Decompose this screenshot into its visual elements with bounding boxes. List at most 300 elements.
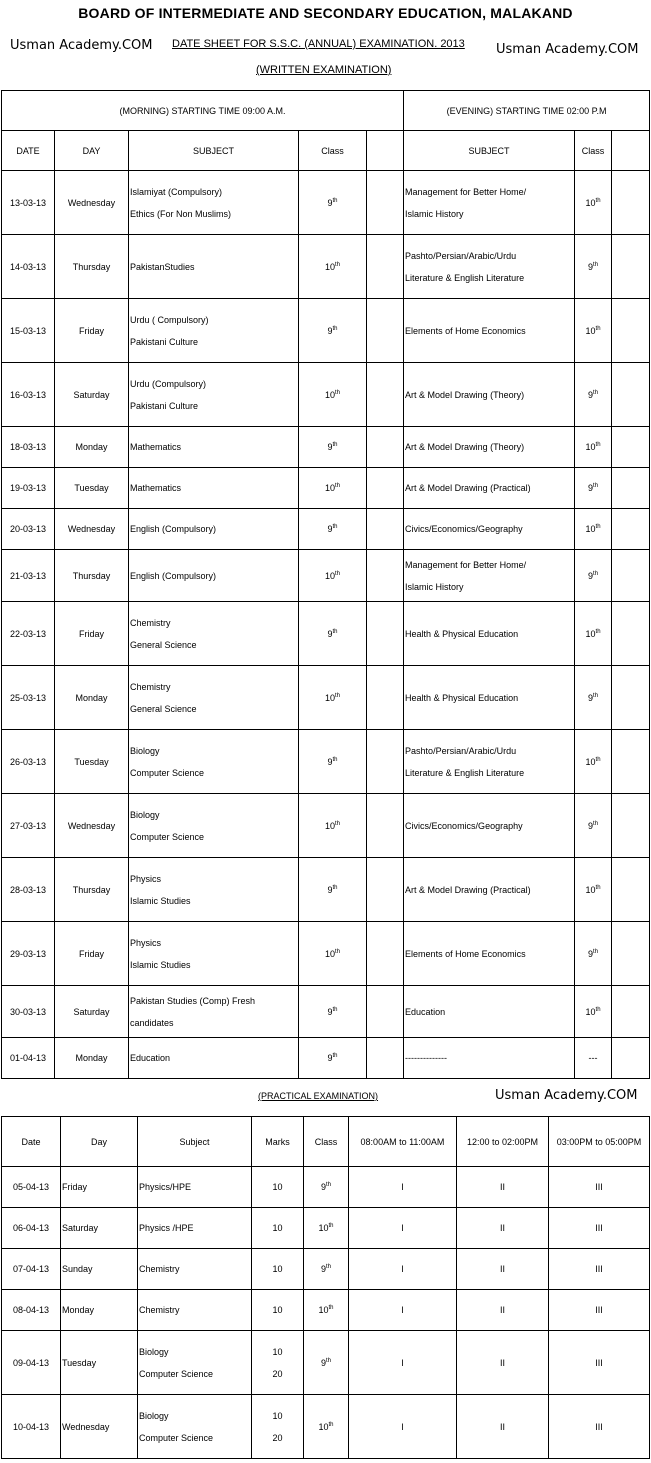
row-morning-subject [129,602,299,666]
morning-class-value: 9 [327,628,333,639]
p-row-subject [138,1208,252,1249]
p-row-slot3: III [549,1395,650,1459]
written-row [2,427,650,468]
evening-class-suffix: th [593,483,599,489]
row-evening-class [575,299,612,363]
p-row-day: Saturday [61,1208,138,1249]
row-evening-class [575,922,612,986]
morning-subject-line: English (Compulsory) [130,524,217,534]
morning-subject-lines [130,874,297,906]
row-evening-subject [404,550,575,602]
evening-subject-lines [405,1007,573,1017]
p-row-date: 05-04-13 [2,1167,61,1208]
morning-class-value: 10 [324,570,335,581]
evening-subject-line: Elements of Home Economics [405,325,526,336]
morning-class-suffix: th [335,692,341,699]
evening-class-suffix: th [595,197,601,204]
row-morning-class [299,171,367,235]
p-subject-line: Chemistry [139,1264,180,1274]
evening-subject-line: Management for Better Home/ [405,559,527,570]
p-row-slot2: II [457,1167,549,1208]
evening-class-value: 10 [585,756,596,767]
evening-subject-lines [405,442,573,452]
written-row [2,1038,650,1079]
row-day: Friday [55,299,129,363]
evening-subject-line: Literature & English Literature [405,272,525,283]
practical-row [2,1331,650,1395]
morning-class-suffix: th [332,524,338,530]
morning-class-value: 9 [327,442,333,452]
col-blank-evening [612,131,650,171]
p-row-class [304,1290,349,1331]
row-evening-blank [612,602,650,666]
row-evening-subject [404,299,575,363]
row-evening-blank [612,858,650,922]
row-day: Saturday [55,363,129,427]
row-date: 01-04-13 [2,1038,55,1079]
morning-subject-lines [130,996,297,1028]
p-row-slot1: I [349,1395,457,1459]
p-row-slot3: III [549,1331,650,1395]
row-date: 27-03-13 [2,794,55,858]
row-day: Thursday [55,235,129,299]
p-row-day: Friday [61,1167,138,1208]
evening-subject-line: -------------- [405,1053,448,1063]
watermark-left: Usman Academy.COM [10,38,153,53]
morning-subject-line: Islamic Studies [130,895,191,906]
evening-class-value: 9 [588,570,594,581]
col-class-morning: Class [299,131,367,171]
morning-subject-line: candidates [130,1017,174,1028]
p-row-date: 08-04-13 [2,1290,61,1331]
row-evening-class [575,427,612,468]
evening-subject-line: Pashto/Persian/Arabic/Urdu [405,250,517,261]
p-subject-line: Computer Science [139,1432,214,1443]
p-row-slot3: III [549,1167,650,1208]
p-row-slot1: I [349,1249,457,1290]
morning-subject-lines [130,524,297,534]
evening-class-value: 10 [585,197,596,208]
col-subject-evening: SUBJECT [404,131,575,171]
row-morning-subject [129,794,299,858]
p-marks-lines [253,1305,302,1315]
p-subject-lines [139,1223,250,1233]
row-evening-subject [404,427,575,468]
evening-subject-lines [405,251,573,283]
row-evening-class [575,509,612,550]
morning-subject-line: Urdu ( Compulsory) [130,314,209,325]
row-evening-blank [612,922,650,986]
row-morning-blank [367,468,404,509]
p-marks-lines [253,1223,302,1233]
p-marks-lines [253,1411,302,1443]
p-marks-line: 20 [272,1368,283,1379]
evening-class-suffix: th [595,1006,601,1013]
p-row-slot1: I [349,1208,457,1249]
practical-row [2,1167,650,1208]
written-row [2,730,650,794]
row-date: 28-03-13 [2,858,55,922]
morning-class-value: 10 [324,389,335,400]
morning-subject-line: Mathematics [130,483,182,493]
row-evening-subject [404,922,575,986]
practical-row [2,1290,650,1331]
row-morning-blank [367,986,404,1038]
p-row-subject [138,1331,252,1395]
morning-subject-lines [130,483,297,493]
row-morning-class [299,235,367,299]
row-morning-blank [367,235,404,299]
row-evening-subject [404,858,575,922]
p-class-value: 10 [318,1421,329,1432]
evening-class-value: 10 [585,524,596,534]
evening-subject-line: Art & Model Drawing (Practical) [405,884,531,895]
morning-subject-lines [130,262,297,272]
row-evening-class [575,468,612,509]
row-evening-subject [404,171,575,235]
evening-class-value: 9 [588,261,594,272]
row-morning-blank [367,602,404,666]
row-morning-class [299,602,367,666]
evening-subject-lines [405,390,573,400]
row-evening-subject [404,509,575,550]
p-subject-lines [139,1305,250,1315]
written-row [2,794,650,858]
morning-subject-line: Islamiyat (Compulsory) [130,186,223,197]
row-morning-class [299,666,367,730]
evening-subject-line: Art & Model Drawing (Theory) [405,442,525,452]
p-subject-lines [139,1411,250,1443]
row-evening-subject [404,468,575,509]
row-evening-blank [612,666,650,730]
evening-subject-lines [405,746,573,778]
p-marks-line: 10 [272,1410,283,1421]
row-morning-blank [367,427,404,468]
row-evening-blank [612,363,650,427]
p-class-suffix: th [328,1305,334,1311]
row-day: Wednesday [55,171,129,235]
row-date: 20-03-13 [2,509,55,550]
p-subject-line: Biology [139,1410,169,1421]
row-evening-class [575,794,612,858]
row-evening-subject [404,1038,575,1079]
morning-class-suffix: th [335,948,341,955]
written-row [2,986,650,1038]
practical-exam-title: (PRACTICAL EXAMINATION) [258,1091,379,1101]
row-morning-subject [129,468,299,509]
page-title: BOARD OF INTERMEDIATE AND SECONDARY EDUCATION, MALAKAND [78,5,573,21]
evening-class-value: 10 [585,628,596,639]
evening-subject-line: Health & Physical Education [405,628,519,639]
row-date: 18-03-13 [2,427,55,468]
p-subject-line: Biology [139,1346,169,1357]
p-row-slot1: I [349,1331,457,1395]
evening-class-suffix: th [595,628,601,635]
p-row-slot2: II [457,1249,549,1290]
evening-subject-line: Literature & English Literature [405,767,525,778]
row-date: 26-03-13 [2,730,55,794]
row-morning-blank [367,922,404,986]
row-day: Friday [55,602,129,666]
row-morning-subject [129,171,299,235]
row-date: 29-03-13 [2,922,55,986]
morning-subject-lines [130,682,297,714]
morning-subject-line: Pakistani Culture [130,400,199,411]
row-evening-class [575,602,612,666]
col-date: DATE [2,131,55,171]
evening-subject-line: Civics/Economics/Geography [405,820,523,831]
row-morning-class [299,363,367,427]
p-row-date: 09-04-13 [2,1331,61,1395]
row-evening-subject [404,986,575,1038]
p-col-subject: Subject [138,1117,252,1167]
p-class-value: 10 [318,1223,329,1233]
p-marks-line: 10 [272,1182,283,1192]
morning-subject-line: Chemistry [130,681,171,692]
evening-subject-line: Civics/Economics/Geography [405,524,523,534]
morning-class-value: 10 [324,692,335,703]
row-morning-class [299,922,367,986]
morning-subject-lines [130,187,297,219]
row-evening-subject [404,363,575,427]
row-evening-blank [612,730,650,794]
evening-class-suffix: th [593,948,599,955]
row-day: Tuesday [55,468,129,509]
row-morning-blank [367,550,404,602]
p-row-marks [252,1249,304,1290]
row-morning-blank [367,171,404,235]
p-row-marks [252,1331,304,1395]
morning-subject-lines [130,746,297,778]
p-marks-lines [253,1347,302,1379]
row-evening-class [575,235,612,299]
morning-class-suffix: th [335,389,341,396]
row-evening-class [575,730,612,794]
morning-subject-lines [130,379,297,411]
row-evening-blank [612,299,650,363]
morning-class-value: 9 [327,1053,333,1063]
row-evening-class [575,171,612,235]
morning-class-suffix: th [335,570,341,577]
row-day: Saturday [55,986,129,1038]
row-morning-class [299,468,367,509]
p-class-suffix: th [326,1357,332,1364]
row-evening-class [575,550,612,602]
evening-subject-lines [405,885,573,895]
morning-subject-line: Pakistani Culture [130,336,199,347]
p-row-subject [138,1167,252,1208]
row-morning-blank [367,666,404,730]
morning-subject-line: Computer Science [130,831,205,842]
row-evening-subject [404,235,575,299]
evening-class-value: 10 [585,442,596,452]
morning-subject-line: Pakistan Studies (Comp) Fresh [130,995,256,1006]
row-morning-blank [367,299,404,363]
p-subject-line: Computer Science [139,1368,214,1379]
p-class-value: 9 [320,1357,326,1368]
row-evening-subject [404,602,575,666]
p-marks-line: 10 [272,1305,283,1315]
row-morning-blank [367,858,404,922]
p-class-suffix: th [326,1182,332,1188]
p-row-class [304,1208,349,1249]
row-evening-blank [612,550,650,602]
morning-subject-line: Islamic Studies [130,959,191,970]
row-morning-blank [367,1038,404,1079]
row-evening-subject [404,794,575,858]
evening-class-value: 10 [585,884,596,895]
row-morning-class [299,858,367,922]
row-evening-subject [404,730,575,794]
evening-class-suffix: th [595,442,601,448]
row-morning-blank [367,363,404,427]
p-marks-lines [253,1264,302,1274]
practical-row [2,1395,650,1459]
evening-class-suffix: th [593,570,599,577]
row-morning-class [299,509,367,550]
p-row-slot1: I [349,1167,457,1208]
evening-subject-lines [405,949,573,959]
p-subject-lines [139,1347,250,1379]
evening-class-suffix: th [593,820,599,827]
row-evening-blank [612,427,650,468]
morning-subject-lines [130,810,297,842]
written-row [2,922,650,986]
morning-subject-line: Biology [130,745,160,756]
p-row-slot2: II [457,1331,549,1395]
row-morning-subject [129,730,299,794]
p-row-day: Sunday [61,1249,138,1290]
row-evening-class [575,858,612,922]
p-subject-line: Physics/HPE [139,1182,192,1192]
written-row [2,666,650,730]
p-row-marks [252,1208,304,1249]
col-blank-morning [367,131,404,171]
practical-column-headers [2,1117,650,1167]
p-class-suffix: th [326,1264,332,1270]
p-col-slot2: 12:00 to 02:00PM [457,1117,549,1167]
row-date: 25-03-13 [2,666,55,730]
p-row-slot3: III [549,1208,650,1249]
row-evening-blank [612,509,650,550]
p-col-marks: Marks [252,1117,304,1167]
row-morning-subject [129,427,299,468]
morning-class-suffix: th [335,261,341,268]
row-day: Monday [55,666,129,730]
practical-row [2,1249,650,1290]
morning-class-suffix: th [332,1053,338,1059]
p-class-suffix: th [328,1421,334,1428]
practical-exam-table [1,1116,650,1459]
row-evening-blank [612,1038,650,1079]
p-row-date: 07-04-13 [2,1249,61,1290]
evening-subject-lines [405,560,573,592]
p-row-marks [252,1167,304,1208]
p-row-slot3: III [549,1290,650,1331]
morning-class-value: 10 [324,261,335,272]
row-evening-blank [612,235,650,299]
row-morning-subject [129,550,299,602]
morning-subject-line: Urdu (Compulsory) [130,378,207,389]
p-col-slot1: 08:00AM to 11:00AM [349,1117,457,1167]
p-row-marks [252,1395,304,1459]
written-row [2,858,650,922]
row-date: 30-03-13 [2,986,55,1038]
row-morning-class [299,1038,367,1079]
row-morning-class [299,299,367,363]
written-row [2,299,650,363]
row-morning-class [299,794,367,858]
col-class-evening: Class [575,131,612,171]
morning-class-value: 9 [327,325,333,336]
morning-subject-lines [130,1053,297,1063]
row-morning-subject [129,666,299,730]
written-row [2,171,650,235]
morning-class-value: 9 [327,197,333,208]
row-day: Wednesday [55,794,129,858]
row-evening-class [575,363,612,427]
morning-class-suffix: th [332,884,338,891]
row-day: Monday [55,427,129,468]
morning-subject-line: Biology [130,809,160,820]
evening-class-suffix: th [595,884,601,891]
p-row-class [304,1395,349,1459]
evening-subject-line: Elements of Home Economics [405,948,526,959]
row-evening-blank [612,794,650,858]
evening-subject-line: Pashto/Persian/Arabic/Urdu [405,745,517,756]
evening-subject-lines [405,1053,573,1063]
morning-subject-line: Mathematics [130,442,182,452]
morning-subject-line: Physics [130,873,162,884]
written-row [2,509,650,550]
morning-class-value: 9 [327,1006,333,1017]
evening-class-suffix: th [595,756,601,763]
morning-class-suffix: th [332,197,338,204]
row-date: 22-03-13 [2,602,55,666]
morning-header: (MORNING) STARTING TIME 09:00 A.M. [2,91,404,131]
morning-subject-line: General Science [130,639,197,650]
p-subject-line: Chemistry [139,1305,180,1315]
evening-class-suffix: th [595,524,601,530]
evening-class-suffix: th [593,261,599,268]
morning-class-suffix: th [332,442,338,448]
morning-class-suffix: th [332,1006,338,1013]
p-row-subject [138,1290,252,1331]
morning-class-value: 9 [327,524,333,534]
row-day: Thursday [55,858,129,922]
watermark-practical: Usman Academy.COM [495,1088,638,1103]
evening-subject-lines [405,821,573,831]
morning-subject-lines [130,442,297,452]
p-row-slot3: III [549,1249,650,1290]
written-row [2,235,650,299]
morning-subject-line: PakistanStudies [130,261,195,272]
p-subject-lines [139,1264,250,1274]
p-subject-line: Physics /HPE [139,1223,194,1233]
row-date: 13-03-13 [2,171,55,235]
p-row-date: 06-04-13 [2,1208,61,1249]
row-morning-subject [129,363,299,427]
p-row-slot2: II [457,1208,549,1249]
morning-class-value: 10 [324,948,335,959]
evening-class-value: 9 [588,820,594,831]
written-row [2,550,650,602]
evening-subject-lines [405,524,573,534]
morning-subject-line: Ethics (For Non Muslims) [130,208,232,219]
morning-subject-line: Computer Science [130,767,205,778]
row-date: 14-03-13 [2,235,55,299]
evening-subject-lines [405,483,573,493]
